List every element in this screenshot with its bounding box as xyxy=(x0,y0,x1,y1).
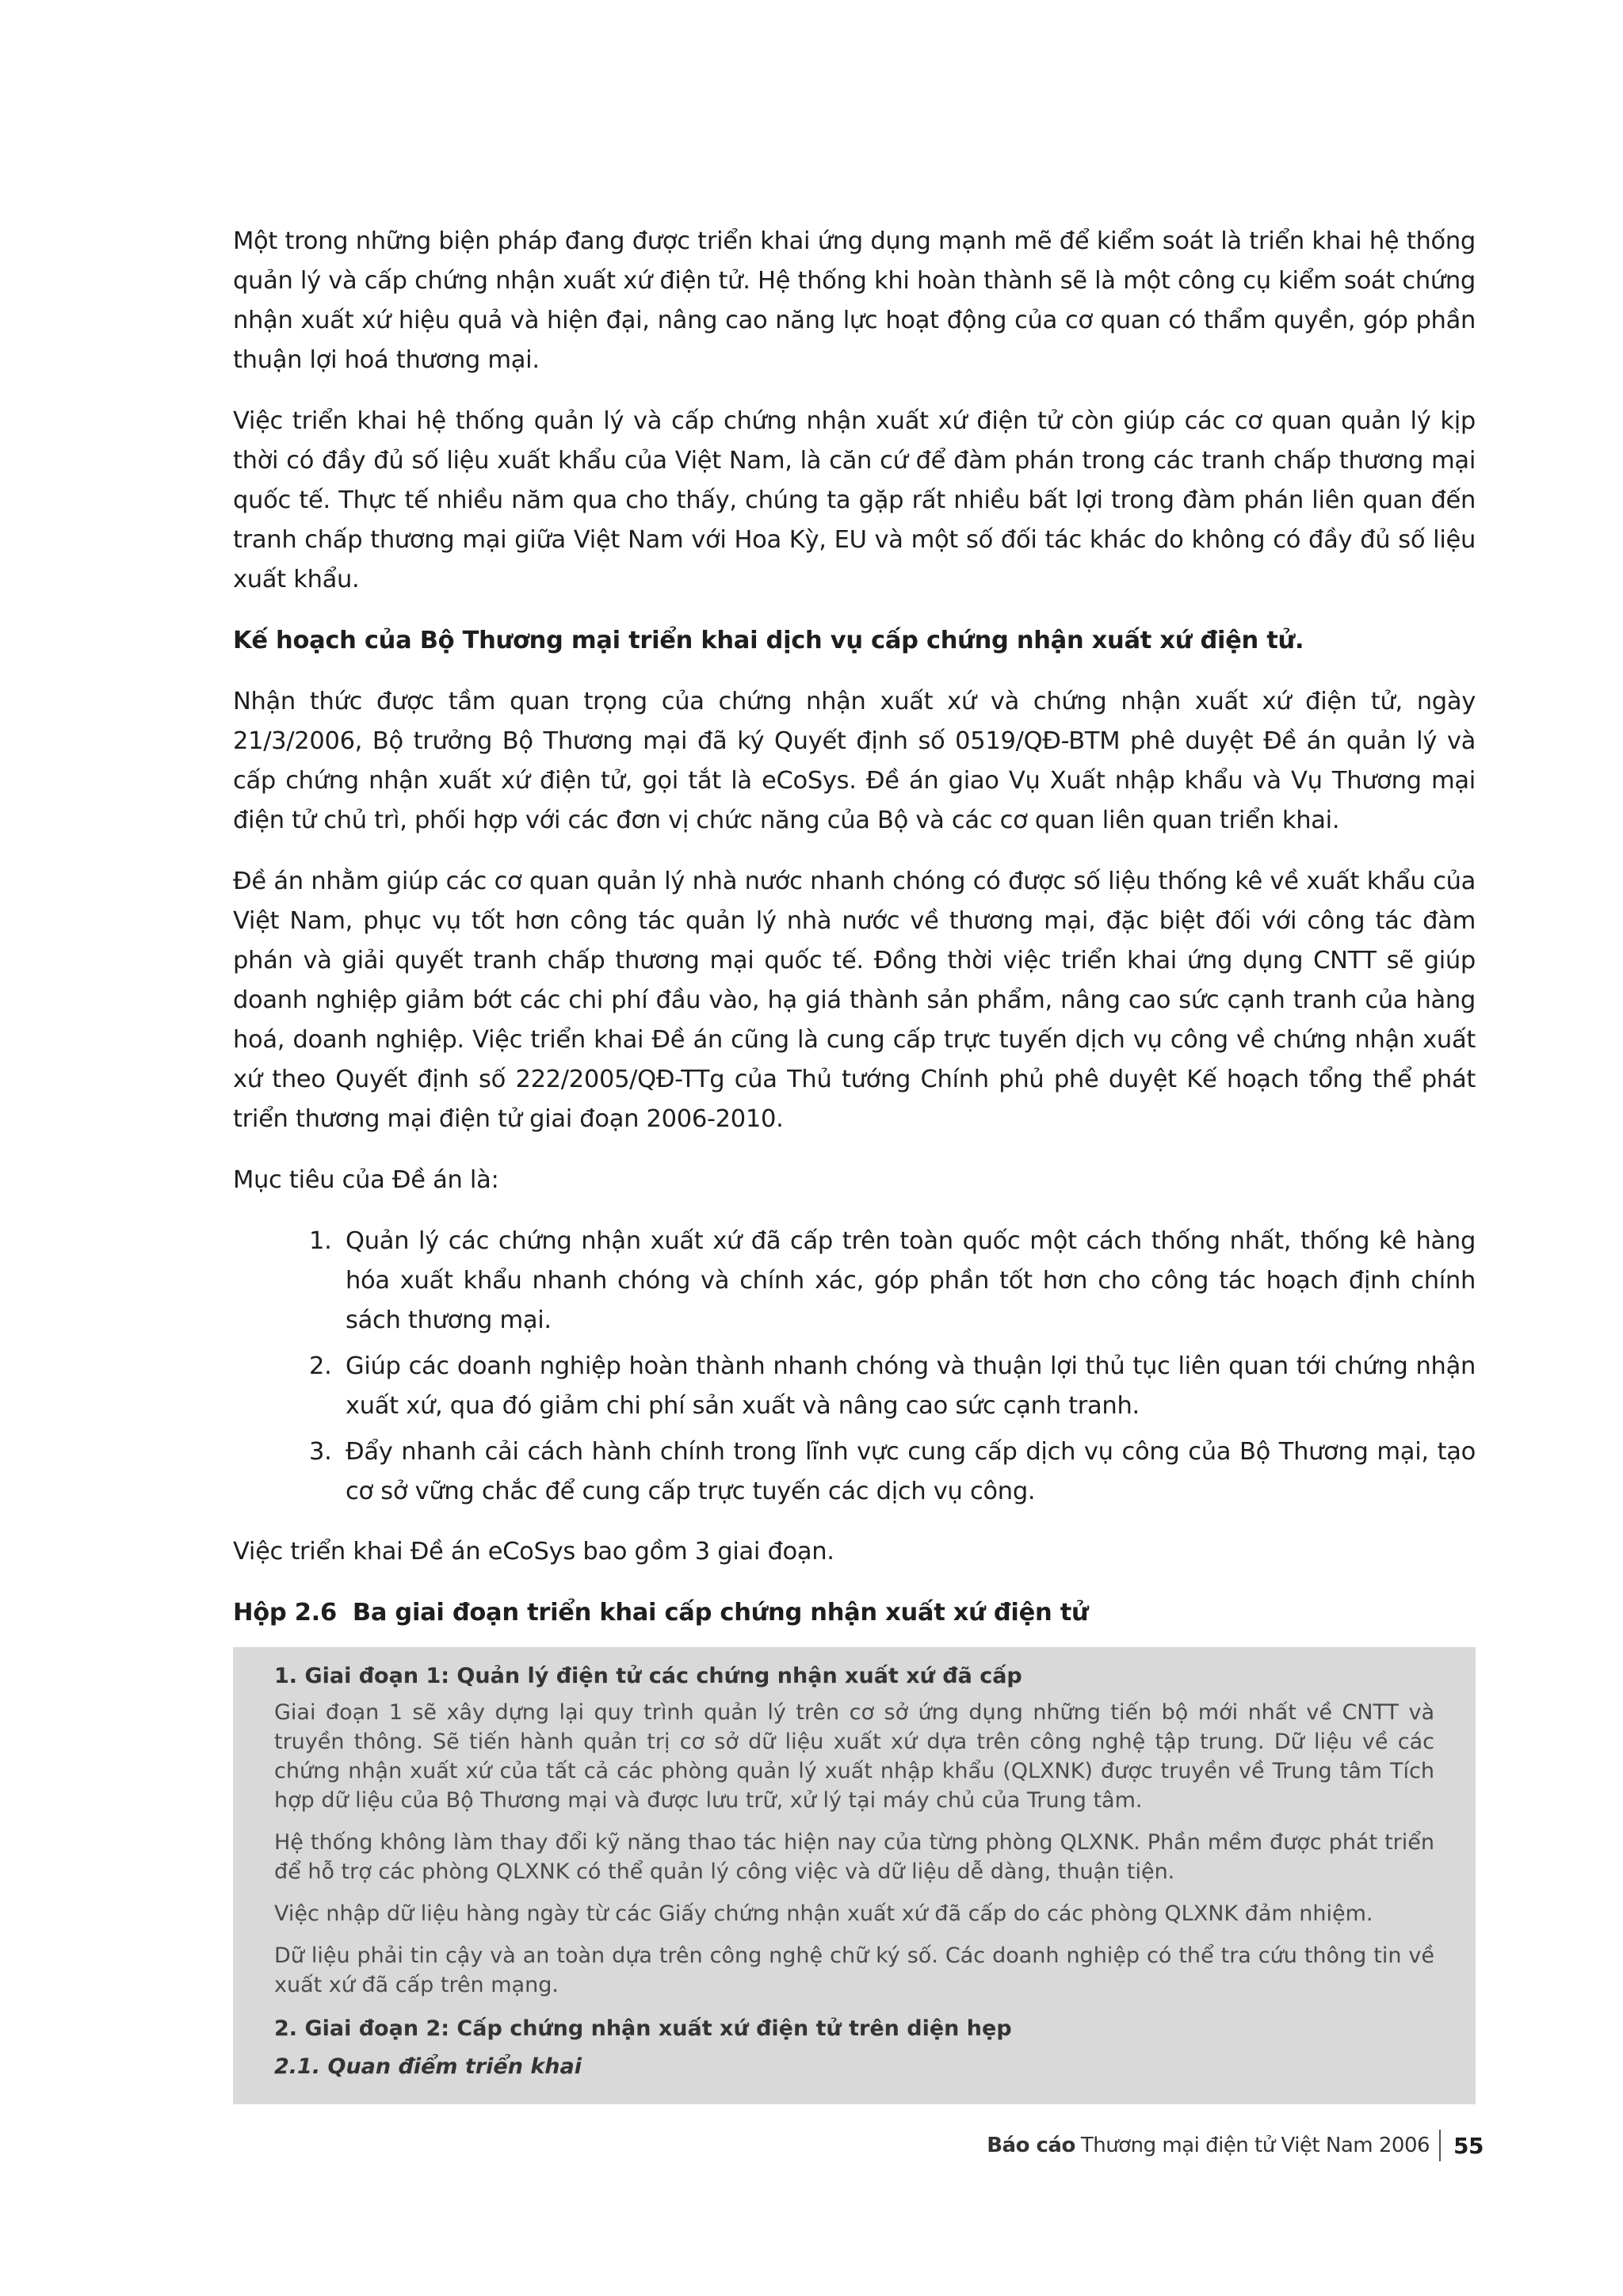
list-item-number: 2. xyxy=(309,1352,332,1380)
box-title-text: Ba giai đoạn triển khai cấp chứng nhận xuất xứ điện tử xyxy=(352,1599,1089,1627)
box-title xyxy=(233,1593,1476,1633)
paragraph: Nhận thức được tầm quan trọng của chứng nhận xuất xứ và chứng nhận xuất xứ điện tử, ngày 21/3/2006, Bộ trưởng Bộ Thương mại đã ký Quyết định số 0519/QĐ-BTM phê duyệt Đề án quản lý và cấp chứng nhận xuất xứ điện tử, gọi tắt là eCoSys. Đề án giao Vụ Xuất nhập khẩu và Vụ Thương mại điện tử chủ trì, phối hợp với các đơn vị chức năng của Bộ và các cơ quan liên quan triển khai. xyxy=(233,688,1476,834)
phase1-heading: 1. Giai đoạn 1: Quản lý điện tử các chứng nhận xuất xứ đã cấp xyxy=(274,1664,1022,1688)
paragraph: Mục tiêu của Đề án là: xyxy=(233,1166,499,1194)
box-paragraph: Việc nhập dữ liệu hàng ngày từ các Giấy chứng nhận xuất xứ đã cấp do các phòng QLXNK đảm nhiệm. xyxy=(274,1901,1373,1926)
page-footer xyxy=(987,2127,1484,2164)
paragraph: Đề án nhằm giúp các cơ quan quản lý nhà nước nhanh chóng có được số liệu thống kê về xuất khẩu của Việt Nam, phục vụ tốt hơn công tác quản lý nhà nước về thương mại, đặc biệt đối với công tác đàm phán và giải quyết tranh chấp thương mại quốc tế. Đồng thời việc triển khai ứng dụng CNTT sẽ giúp doanh nghiệp giảm bớt các chi phí đầu vào, hạ giá thành sản phẩm, nâng cao sức cạnh tranh của hàng hoá, doanh nghiệp. Việc triển khai Đề án cũng là cung cấp trực tuyến dịch vụ công về chứng nhận xuất xứ theo Quyết định số 222/2005/QĐ-TTg của Thủ tướng Chính phủ phê duyệt Kế hoạch tổng thể phát triển thương mại điện tử giai đoạn 2006-2010. xyxy=(233,868,1476,1133)
box-paragraph: Giai đoạn 1 sẽ xây dựng lại quy trình quản lý trên cơ sở ứng dụng những tiến bộ mới nhất về CNTT và truyền thông. Sẽ tiến hành quản trị cơ sở dữ liệu xuất xứ dựa trên công nghệ tập trung. Dữ liệu về các chứng nhận xuất xứ của tất cả các phòng quản lý xuất nhập khẩu (QLXNK) được truyền về Trung tâm Tích hợp dữ liệu của Bộ Thương mại và được lưu trữ, xử lý tại máy chủ của Trung tâm. xyxy=(274,1700,1434,1813)
list-item xyxy=(309,1347,1476,1426)
phase2-heading: 2. Giai đoạn 2: Cấp chứng nhận xuất xứ điện tử trên diện hẹp xyxy=(274,2016,1012,2041)
list-item-number: 1. xyxy=(309,1227,332,1255)
footer-report-title: Thương mại điện tử Việt Nam 2006 xyxy=(1080,2134,1430,2157)
paragraph: Việc triển khai Đề án eCoSys bao gồm 3 giai đoạn. xyxy=(233,1538,834,1566)
goals-list xyxy=(233,1222,1476,1512)
footer-divider xyxy=(1439,2130,1441,2161)
list-item xyxy=(309,1432,1476,1512)
list-item-text: Đẩy nhanh cải cách hành chính trong lĩnh vực cung cấp dịch vụ công của Bộ Thương mại, tạo cơ sở vững chắc để cung cấp trực tuyến các dịch vụ công. xyxy=(346,1438,1476,1505)
box-paragraph: Hệ thống không làm thay đổi kỹ năng thao tác hiện nay của từng phòng QLXNK. Phần mềm được phát triển để hỗ trợ các phòng QLXNK có thể quản lý công việc và dữ liệu dễ dàng, thuận tiện. xyxy=(274,1830,1434,1884)
list-item-text: Giúp các doanh nghiệp hoàn thành nhanh chóng và thuận lợi thủ tục liên quan tới chứng nhận xuất xứ, qua đó giảm chi phí sản xuất và nâng cao sức cạnh tranh. xyxy=(346,1352,1476,1420)
paragraph: Việc triển khai hệ thống quản lý và cấp chứng nhận xuất xứ điện tử còn giúp các cơ quan quản lý kịp thời có đầy đủ số liệu xuất khẩu của Việt Nam, là căn cứ để đàm phán trong các tranh chấp thương mại quốc tế. Thực tế nhiều năm qua cho thấy, chúng ta gặp rất nhiều bất lợi trong đàm phán liên quan đến tranh chấp thương mại giữa Việt Nam với Hoa Kỳ, EU và một số đối tác khác do không có đầy đủ số liệu xuất khẩu. xyxy=(233,407,1476,593)
box-paragraph: Dữ liệu phải tin cậy và an toàn dựa trên công nghệ chữ ký số. Các doanh nghiệp có thể tra cứu thông tin về xuất xứ đã cấp trên mạng. xyxy=(274,1943,1434,1997)
info-box xyxy=(233,1647,1476,2104)
list-item-text: Quản lý các chứng nhận xuất xứ đã cấp trên toàn quốc một cách thống nhất, thống kê hàng hóa xuất khẩu nhanh chóng và chính xác, góp phần tốt hơn cho công tác hoạch định chính sách thương mại. xyxy=(346,1227,1476,1334)
footer-report-label: Báo cáo xyxy=(987,2134,1075,2157)
section-heading: Kế hoạch của Bộ Thương mại triển khai dịch vụ cấp chứng nhận xuất xứ điện tử. xyxy=(233,627,1304,654)
phase2-subheading: 2.1. Quan điểm triển khai xyxy=(274,2054,582,2079)
box-label: Hộp 2.6 xyxy=(233,1599,337,1627)
page-number: 55 xyxy=(1453,2132,1484,2159)
page-content xyxy=(233,222,1476,2104)
list-item-number: 3. xyxy=(309,1438,332,1466)
list-item xyxy=(309,1222,1476,1341)
paragraph: Một trong những biện pháp đang được triển khai ứng dụng mạnh mẽ để kiểm soát là triển khai hệ thống quản lý và cấp chứng nhận xuất xứ điện tử. Hệ thống khi hoàn thành sẽ là một công cụ kiểm soát chứng nhận xuất xứ hiệu quả và hiện đại, nâng cao năng lực hoạt động của cơ quan có thẩm quyền, góp phần thuận lợi hoá thương mại. xyxy=(233,227,1476,374)
